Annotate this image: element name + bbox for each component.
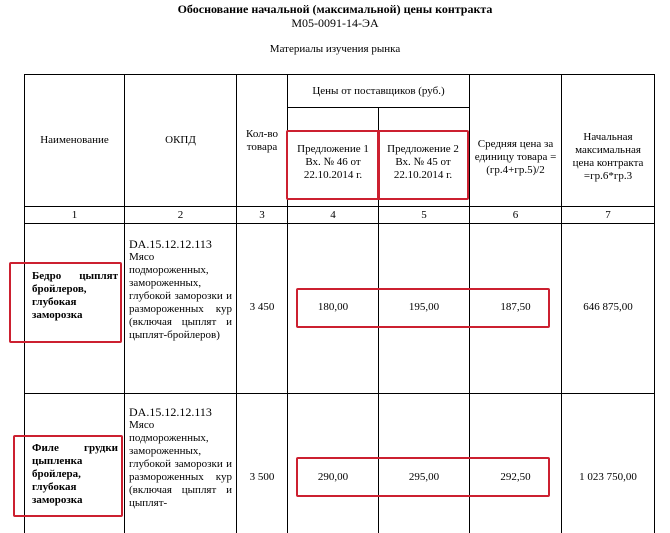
offer-1-value: 180,00 [317, 301, 349, 313]
highlight-row2-name [13, 435, 123, 517]
offer-1-value: 290,00 [317, 471, 349, 483]
column-number: 5 [421, 208, 427, 221]
initial-price-value: 646 875,00 [583, 301, 633, 313]
document-subtitle: Материалы изучения рынка [269, 43, 401, 55]
offer-2-value: 195,00 [408, 301, 440, 313]
column-number: 2 [177, 208, 184, 221]
column-header-quantity: Кол-во товара [246, 127, 278, 153]
highlight-offer-2-header [377, 130, 469, 200]
column-header-average-price: Средняя цена за единицу товара =(гр.4+гр.5)/2 [474, 137, 557, 176]
column-header-offer-2: Предложение 2 Вх. № 45 от 22.10.2014 г. [387, 142, 459, 181]
highlight-row2-prices [296, 457, 550, 497]
product-name: Бедро цыплят бройлеров, глубокая заморозка [32, 270, 118, 321]
column-header-initial-price: Начальная максимальная цена контракта =гр.6*гр.3 [572, 131, 644, 182]
column-header-name: Наименование [40, 134, 109, 146]
column-number: 1 [71, 208, 78, 221]
okpd-code: DA.15.12.12.113 [129, 237, 212, 251]
quantity-value: 3 450 [249, 301, 275, 313]
okpd-description [129, 238, 232, 342]
column-number: 3 [259, 208, 265, 221]
okpd-text: Мясо подмороженных, замороженных, глубокой заморозки и размороженных кур (включая цыплят и цыплят-бройлеров) [129, 251, 232, 341]
quantity-value: 3 500 [249, 471, 275, 483]
highlight-offer-1-header [286, 130, 380, 200]
column-header-offer-1: Предложение 1 Вх. № 46 от 22.10.2014 г. [297, 142, 369, 181]
average-price-value: 292,50 [500, 471, 531, 483]
highlight-row1-name [9, 262, 122, 343]
procurement-code: М05-0091-14-ЭА [291, 16, 379, 30]
highlight-row1-prices [296, 288, 550, 328]
column-header-supplier-prices: Цены от поставщиков (руб.) [312, 84, 445, 97]
document-title: Обоснование начальной (максимальной) цены контракта [177, 2, 493, 16]
column-number: 6 [512, 208, 519, 221]
okpd-text: Мясо подмороженных, замороженных, глубокой заморозки и размороженных кур (включая цыплят и цыплят- [129, 419, 232, 509]
offer-2-value: 295,00 [408, 471, 440, 483]
okpd-code: DA.15.12.12.113 [129, 405, 212, 419]
column-header-okpd: ОКПД [165, 134, 196, 146]
product-name: Филе грудки цыпленка бройлера, глубокая заморозка [32, 442, 118, 506]
column-number: 4 [330, 208, 336, 221]
initial-price-value: 1 023 750,00 [579, 471, 637, 483]
column-number: 7 [605, 208, 611, 221]
average-price-value: 187,50 [500, 301, 531, 313]
okpd-description [129, 406, 232, 510]
